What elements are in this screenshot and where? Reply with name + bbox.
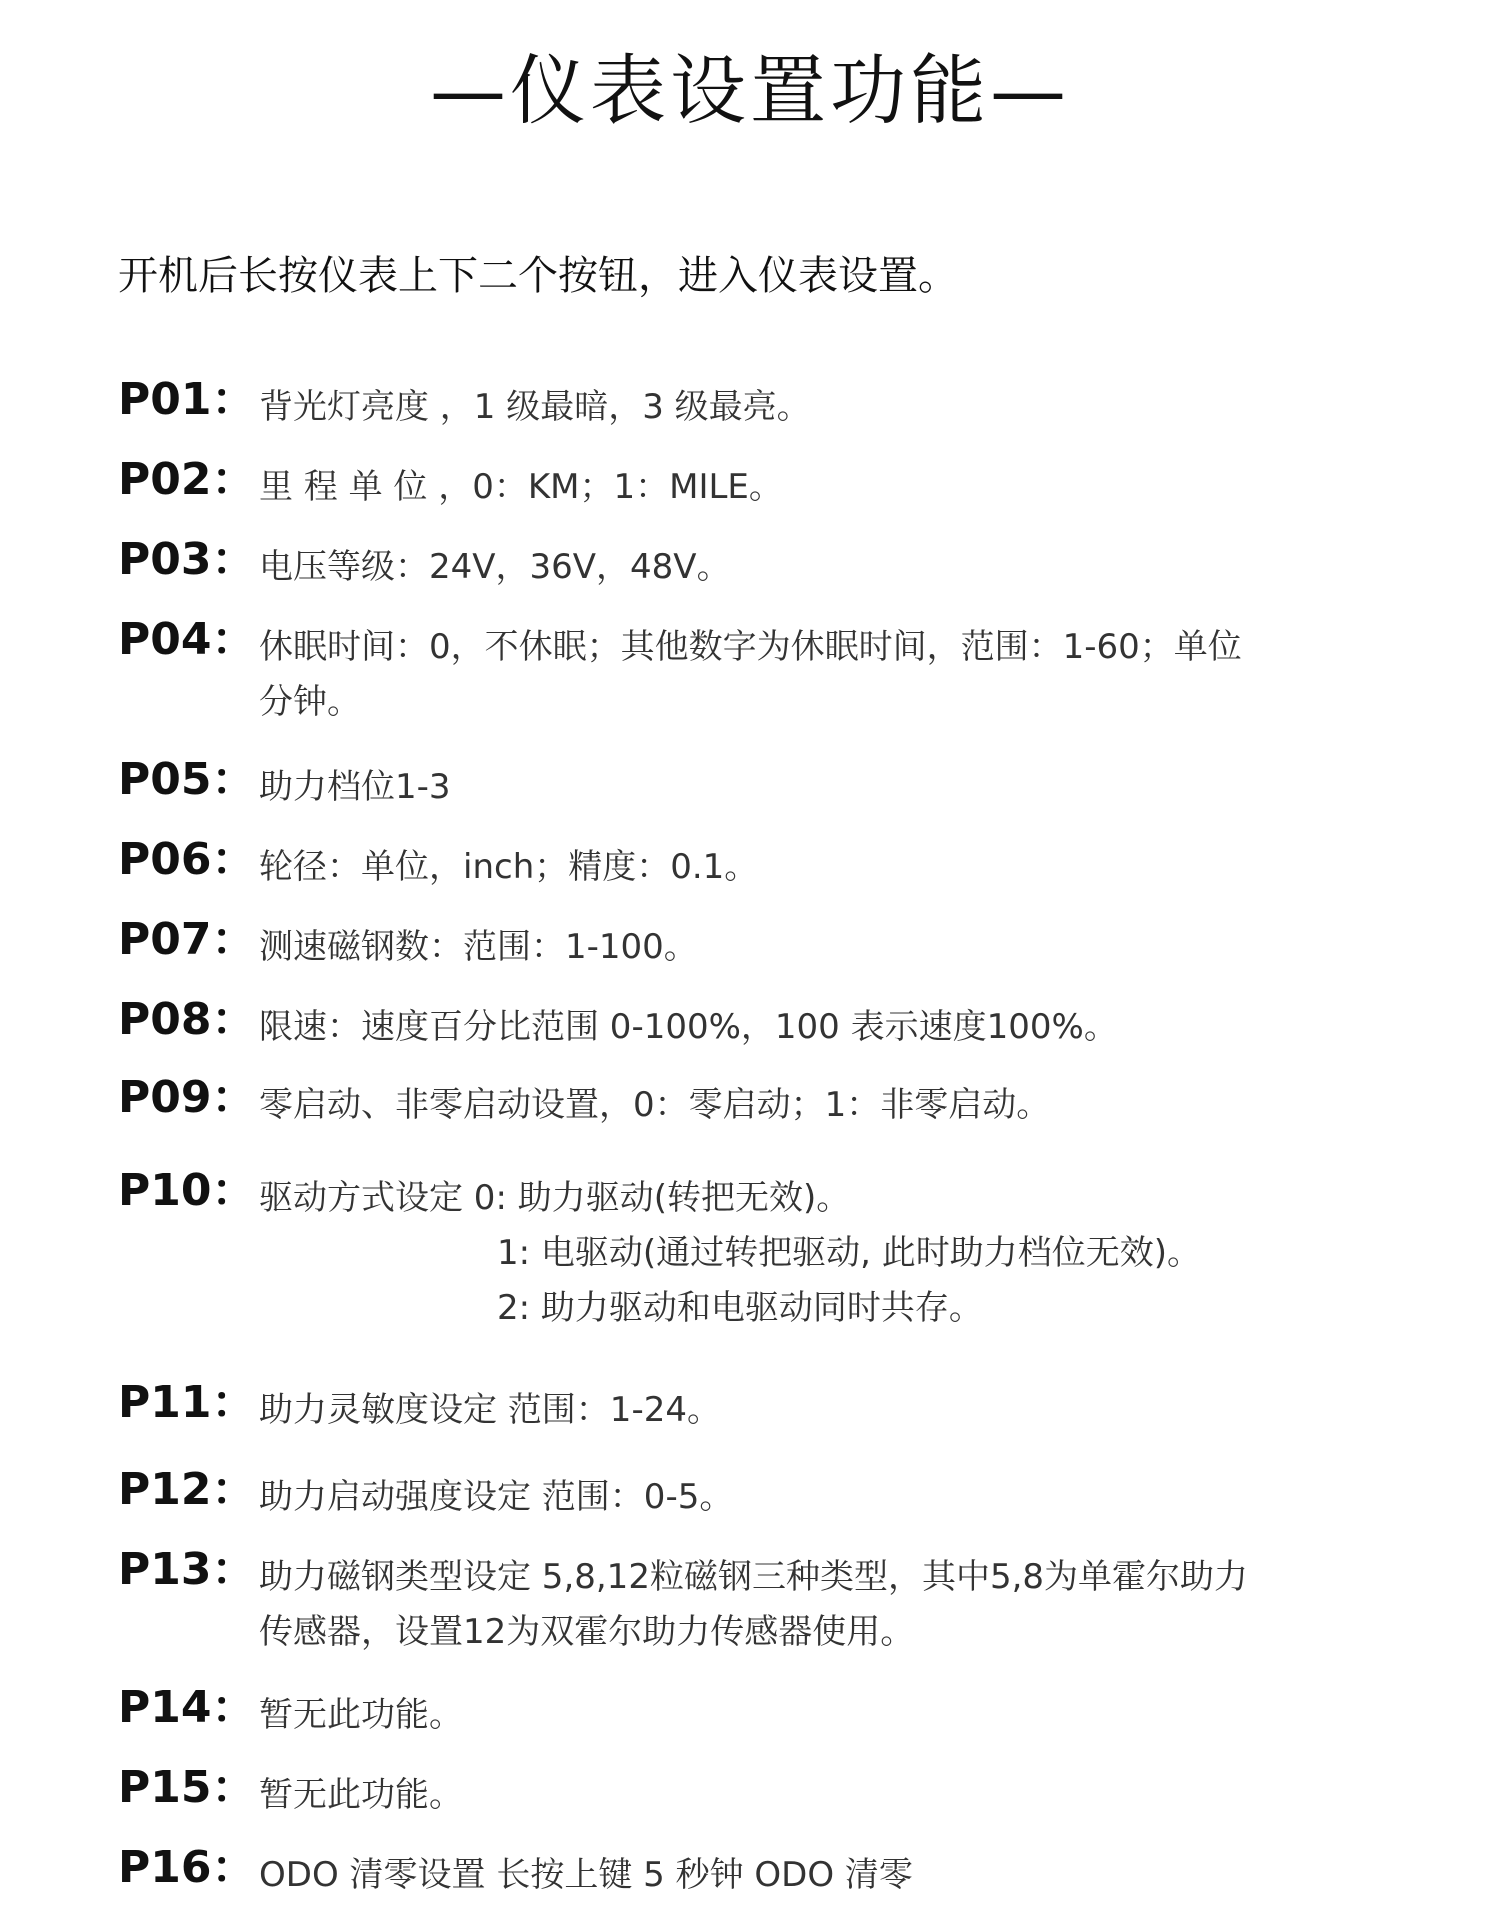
- param-description: [259, 1171, 1439, 1336]
- param-desc-line: 轮径：单位，inch；精度：0.1。: [259, 847, 759, 887]
- param-code: P13：: [118, 1544, 256, 1595]
- param-desc-line: 助力启动强度设定 范围：0-5。: [259, 1477, 734, 1517]
- param-desc-line: 助力灵敏度设定 范围：1-24。: [259, 1390, 721, 1430]
- param-desc-line: 助力磁钢类型设定 5,8,12粒磁钢三种类型，其中5,8为单霍尔助力: [259, 1557, 1249, 1597]
- intro-text: 开机后长按仪表上下二个按钮，进入仪表设置。: [118, 253, 958, 299]
- param-code: P08：: [118, 994, 256, 1045]
- param-desc-line: ODO 清零设置 长按上键 5 秒钟 ODO 清零: [259, 1855, 913, 1895]
- param-description: [259, 620, 1439, 730]
- param-description: [259, 1848, 1439, 1903]
- param-description: [259, 840, 1439, 895]
- param-desc-line: 零启动、非零启动设置，0：零启动；1：非零启动。: [259, 1085, 1051, 1125]
- param-desc-line: 限速：速度百分比范围 0-100%，100 表示速度100%。: [259, 1007, 1118, 1047]
- param-code: P06：: [118, 834, 256, 885]
- param-code: P01：: [118, 374, 256, 425]
- param-description: [259, 1688, 1439, 1743]
- param-code: P14：: [118, 1682, 256, 1733]
- param-description: [259, 540, 1439, 595]
- param-code: P02：: [118, 454, 256, 505]
- param-desc-line: 暂无此功能。: [259, 1775, 463, 1815]
- param-code: P05：: [118, 754, 256, 805]
- param-desc-line: 1: 电驱动(通过转把驱动, 此时助力档位无效)。: [497, 1233, 1202, 1273]
- param-desc-line: 传感器，设置12为双霍尔助力传感器使用。: [259, 1612, 915, 1652]
- param-description: [259, 1078, 1439, 1133]
- param-desc-line: 背光灯亮度 ，1 级最暗，3 级最亮。: [259, 387, 811, 427]
- param-desc-line: 里 程 单 位 ，0：KM；1：MILE。: [259, 467, 783, 507]
- param-desc-line: 分钟。: [259, 682, 361, 722]
- param-desc-line: 驱动方式设定 0: 助力驱动(转把无效)。: [259, 1178, 851, 1218]
- param-description: [259, 1550, 1439, 1660]
- param-description: [259, 1000, 1439, 1055]
- param-description: [259, 460, 1439, 515]
- page-title: —仪表设置功能—: [430, 46, 1070, 135]
- param-description: [259, 380, 1439, 435]
- param-code: P15：: [118, 1762, 256, 1813]
- param-description: [259, 1383, 1439, 1438]
- param-description: [259, 1768, 1439, 1823]
- param-description: [259, 1470, 1439, 1525]
- param-desc-line: 测速磁钢数：范围：1-100。: [259, 927, 698, 967]
- param-code: P07：: [118, 914, 256, 965]
- param-code: P10：: [118, 1165, 256, 1216]
- param-code: P11：: [118, 1377, 256, 1428]
- param-code: P16：: [118, 1842, 256, 1893]
- param-code: P12：: [118, 1464, 256, 1515]
- param-desc-line: 暂无此功能。: [259, 1695, 463, 1735]
- param-desc-line: 休眠时间：0，不休眠；其他数字为休眠时间，范围：1-60；单位: [259, 627, 1242, 667]
- param-desc-line: 助力档位1-3: [259, 767, 451, 807]
- param-code: P04：: [118, 614, 256, 665]
- param-description: [259, 920, 1439, 975]
- param-desc-line: 2: 助力驱动和电驱动同时共存。: [497, 1288, 983, 1328]
- param-description: [259, 760, 1439, 815]
- param-code: P03：: [118, 534, 256, 585]
- param-code: P09：: [118, 1072, 256, 1123]
- param-desc-line: 电压等级：24V，36V，48V。: [259, 547, 731, 587]
